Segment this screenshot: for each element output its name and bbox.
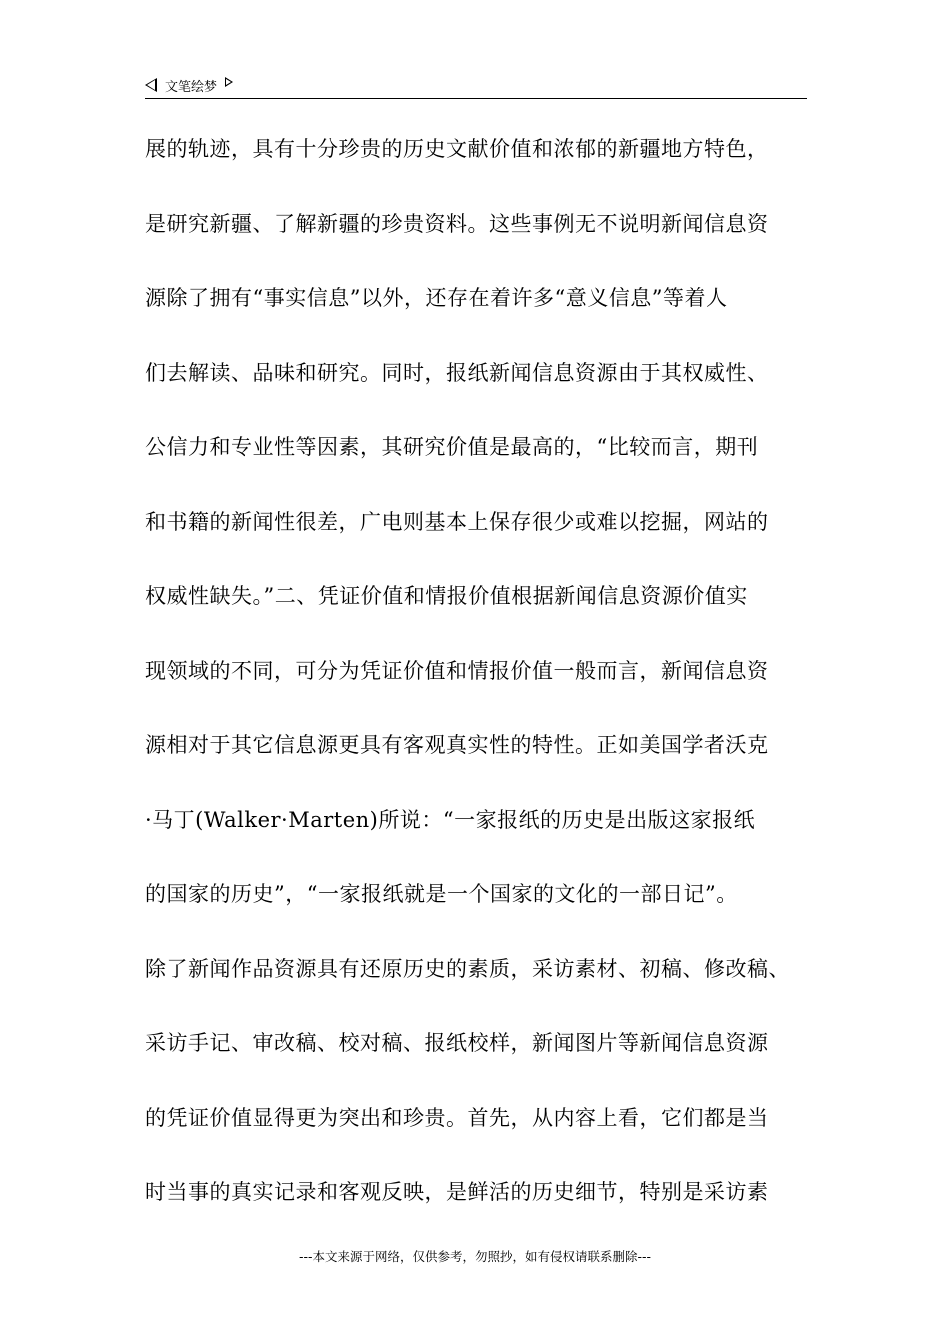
body-line: 是研究新疆、了解新疆的珍贵资料。这些事例无不说明新闻信息资 (145, 211, 769, 236)
body-line: 源除了拥有“事实信息”以外，还存在着许多“意义信息”等着人 (145, 286, 728, 310)
body-line: 的凭证价值显得更为突出和珍贵。首先，从内容上看，它们都是当 (145, 1105, 769, 1130)
body-line: ·马丁(Walker·Marten)所说：“一家报纸的历史是出版这家报纸 (145, 807, 756, 832)
body-line: 时当事的真实记录和客观反映，是鲜活的历史细节，特别是采访素 (145, 1180, 769, 1204)
footer-notice: ---本文来源于网络，仅供参考，勿照抄，如有侵权请联系删除--- (298, 1249, 652, 1264)
body-line: 的国家的历史”，“一家报纸就是一个国家的文化的一部日记”。 (145, 882, 738, 906)
body-line: 展的轨迹，具有十分珍贵的历史文献价值和浓郁的新疆地方特色， (145, 137, 769, 161)
triangle-left-icon (145, 78, 157, 92)
body-line: 们去解读、品味和研究。同时，报纸新闻信息资源由于其权威性、 (145, 360, 769, 385)
document-body (145, 134, 845, 1252)
body-line: 和书籍的新闻性很差，广电则基本上保存很少或难以挖掘，网站的 (145, 509, 769, 534)
triangle-right-icon (225, 77, 233, 87)
body-line: 现领域的不同，可分为凭证价值和情报价值一般而言，新闻信息资 (145, 658, 769, 683)
body-line: 公信力和专业性等因素，其研究价值是最高的，“比较而言，期刊 (145, 435, 759, 459)
body-line: 权威性缺失。”二、凭证价值和情报价值根据新闻信息资源价值实 (145, 584, 748, 608)
header-title: 文笔绘梦 (165, 79, 218, 95)
body-line: 采访手记、审改稿、校对稿、报纸校样，新闻图片等新闻信息资源 (145, 1031, 769, 1055)
body-line: 除了新闻作品资源具有还原历史的素质，采访素材、初稿、修改稿、 (145, 956, 790, 981)
page-header (145, 72, 807, 99)
body-line: 源相对于其它信息源更具有客观真实性的特性。正如美国学者沃克 (145, 733, 769, 757)
